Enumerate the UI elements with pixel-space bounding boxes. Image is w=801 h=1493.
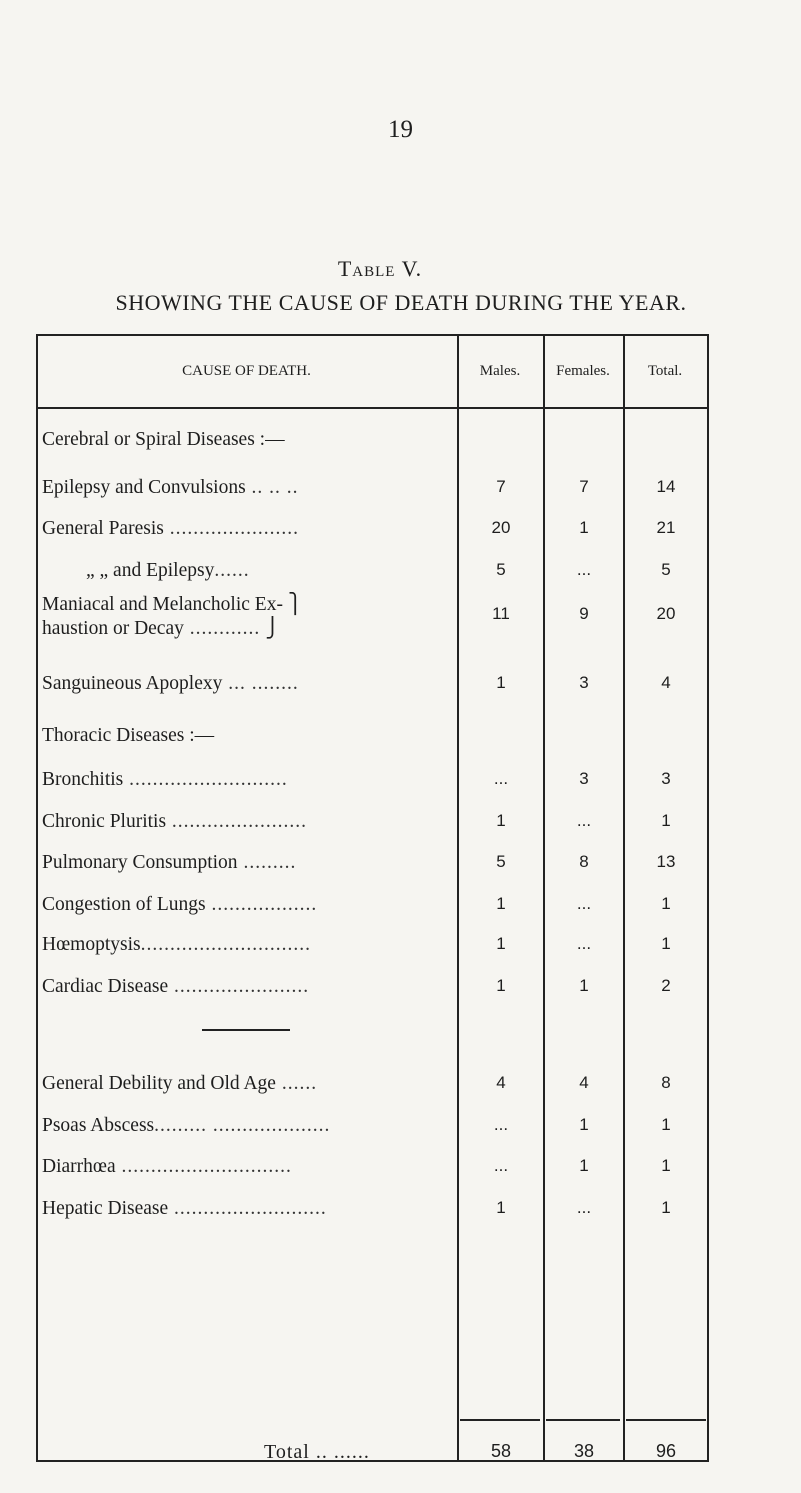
row-label: Congestion of Lungs <box>42 894 206 915</box>
females-value: 1 <box>579 976 589 995</box>
total-value: 21 <box>656 518 676 537</box>
total-all: 96 <box>655 1441 677 1461</box>
females-value: 3 <box>579 769 589 788</box>
total-value: 8 <box>661 1073 671 1092</box>
females-value: 7 <box>579 477 589 496</box>
leader-dots: ...... <box>214 560 250 581</box>
header-total: Total. <box>647 363 683 379</box>
leader-dots: ...................... <box>163 518 299 539</box>
row-label: Pulmonary Consumption <box>42 852 238 873</box>
males-value: ... <box>493 1115 509 1134</box>
row-label: General Debility and Old Age <box>42 1073 276 1094</box>
females-value: ... <box>576 934 592 953</box>
leader-dots: ........................... <box>123 769 288 790</box>
header-males: Males. <box>479 363 521 379</box>
total-females: 38 <box>573 1441 595 1461</box>
males-value: 20 <box>491 518 511 537</box>
females-value: ... <box>576 1198 592 1217</box>
males-value: 1 <box>496 976 506 995</box>
males-value: ... <box>493 769 509 788</box>
table-row <box>36 811 708 847</box>
table-row <box>36 1198 708 1234</box>
females-value: ... <box>576 811 592 830</box>
total-value: 1 <box>661 1156 671 1175</box>
row-label: Chronic Pluritis <box>42 811 167 832</box>
total-label-text: Total <box>264 1441 310 1463</box>
row-label: Hœmoptysis <box>42 934 141 955</box>
row-label: General Paresis <box>42 518 164 539</box>
section-heading: Cerebral or Spiral Diseases :— <box>42 429 285 450</box>
sum-rule-total <box>626 1419 706 1421</box>
table-row <box>36 976 708 1012</box>
total-males: 58 <box>490 1441 512 1461</box>
males-value: 1 <box>496 673 506 692</box>
header-females: Females. <box>556 363 610 379</box>
section-divider <box>202 1029 290 1031</box>
leader-dots: ....................... <box>166 811 308 832</box>
leader-dots: ....................... <box>168 976 310 997</box>
header-cause: CAUSE OF DEATH. <box>182 363 311 379</box>
leader-dots: ......... <box>237 852 297 873</box>
leader-dots: .. .. .. <box>245 477 299 498</box>
table-row <box>36 477 708 513</box>
table-row <box>36 1156 708 1192</box>
leader-dots: ............................. <box>140 934 311 955</box>
table-row <box>36 852 708 888</box>
leader-dots: .................. <box>205 894 318 915</box>
total-value: 5 <box>661 560 671 579</box>
males-value: 4 <box>496 1073 506 1092</box>
table-row <box>36 518 708 554</box>
row-label: Diarrhœa <box>42 1156 116 1177</box>
table-row <box>36 560 708 596</box>
males-value: 7 <box>496 477 506 496</box>
row-label: Maniacal and Melancholic Ex- <box>42 594 283 615</box>
females-value: 4 <box>579 1073 589 1092</box>
females-value: 1 <box>579 518 589 537</box>
females-value: 1 <box>579 1156 589 1175</box>
total-value: 2 <box>661 976 671 995</box>
total-value: 1 <box>661 1198 671 1217</box>
leader-dots: ... ........ <box>222 673 299 694</box>
total-value: 1 <box>661 894 671 913</box>
leader-dots: ......... .................... <box>154 1115 331 1136</box>
total-value: 1 <box>661 934 671 953</box>
females-value: 1 <box>579 1115 589 1134</box>
total-value: 13 <box>656 852 676 871</box>
table-row <box>36 934 708 970</box>
table-row <box>36 769 708 805</box>
males-value: 11 <box>492 604 510 623</box>
row-label: Psoas Abscess <box>42 1115 155 1136</box>
table-label: Table V. <box>337 256 423 281</box>
females-value: ... <box>576 894 592 913</box>
leader-dots: .......................... <box>168 1198 327 1219</box>
top-rule <box>36 334 708 336</box>
total-value: 14 <box>656 477 676 496</box>
row-label: Cardiac Disease <box>42 976 169 997</box>
males-value: 1 <box>496 811 506 830</box>
table-row <box>36 1115 708 1151</box>
leader-dots: ............ <box>183 618 261 639</box>
leader-dots: ............................. <box>115 1156 292 1177</box>
header-rule <box>36 407 708 409</box>
total-value: 1 <box>661 811 671 830</box>
row-label: „ „ and Epilepsy <box>86 560 215 581</box>
females-value: 8 <box>579 852 589 871</box>
sum-rule-females <box>546 1419 620 1421</box>
total-value: 4 <box>661 673 671 692</box>
males-value: 1 <box>496 894 506 913</box>
males-value: 1 <box>496 934 506 953</box>
males-value: 1 <box>496 1198 506 1217</box>
table-row <box>36 894 708 930</box>
table-caption: SHOWING THE CAUSE OF DEATH DURING THE YEAR. <box>115 290 687 315</box>
table-row <box>36 1073 708 1109</box>
females-value: ... <box>576 560 592 579</box>
table-row <box>36 592 708 652</box>
table-row <box>36 673 708 709</box>
females-value: 3 <box>579 673 589 692</box>
brace-top: ⎫ <box>287 594 303 615</box>
section-heading: Thoracic Diseases :— <box>42 725 215 746</box>
males-value: 5 <box>496 852 506 871</box>
total-value: 3 <box>661 769 671 788</box>
row-label: Hepatic Disease <box>42 1198 169 1219</box>
total-value: 1 <box>661 1115 671 1134</box>
males-value: ... <box>493 1156 509 1175</box>
row-label-continued: haustion or Decay <box>42 618 184 639</box>
leader-dots: .. ...... <box>309 1441 370 1463</box>
row-label: Sanguineous Apoplexy <box>42 673 223 694</box>
row-label: Epilepsy and Convulsions <box>42 477 246 498</box>
cause-of-death-table <box>36 334 708 1464</box>
total-value: 20 <box>656 604 676 623</box>
page-number: 19 <box>388 116 413 143</box>
brace-bottom: ⎭ <box>265 618 280 639</box>
row-label: Bronchitis <box>42 769 124 790</box>
females-value: 9 <box>579 604 589 623</box>
leader-dots: ...... <box>275 1073 318 1094</box>
total-label <box>264 1441 370 1464</box>
males-value: 5 <box>496 560 506 579</box>
sum-rule-males <box>460 1419 540 1421</box>
